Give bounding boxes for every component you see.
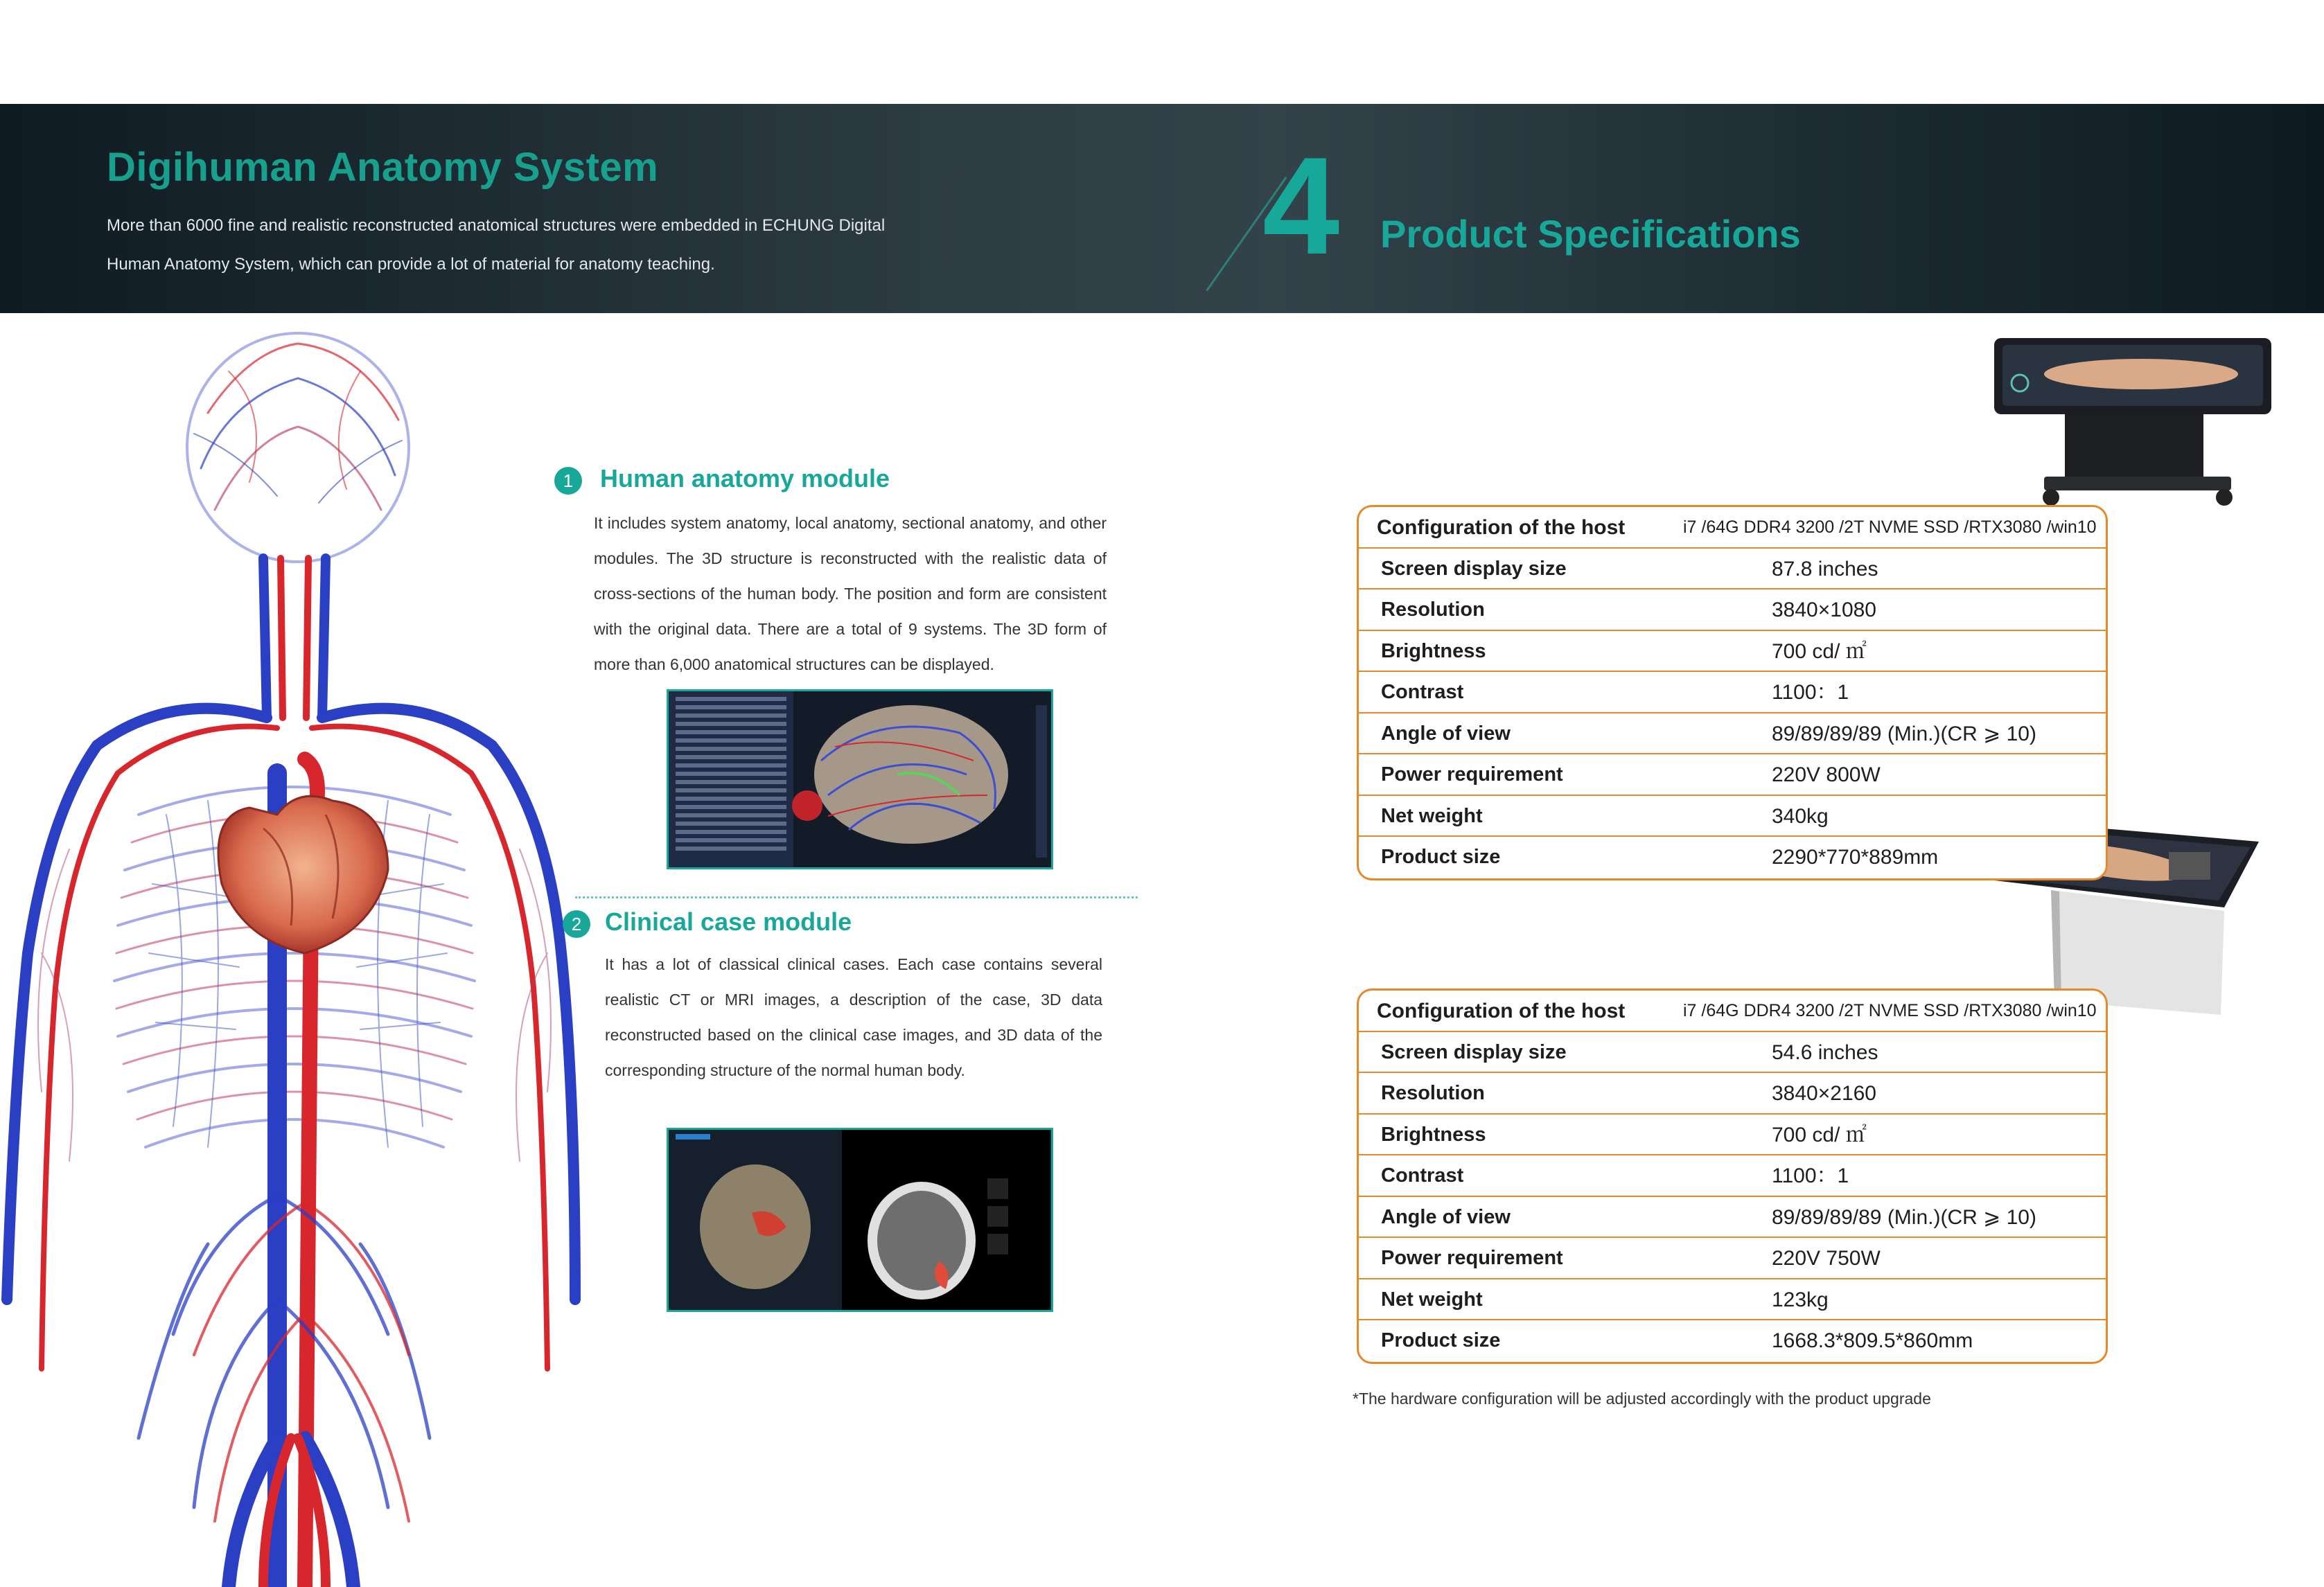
spec-key: Net weight bbox=[1381, 1288, 1483, 1311]
spec-row-host bbox=[1359, 507, 2106, 549]
spec-value: 3840×2160 bbox=[1772, 1082, 1876, 1105]
spec-value: 2290*770*889mm bbox=[1772, 846, 1939, 869]
spec-row-product-size bbox=[1359, 1320, 2106, 1362]
spec-value: 1668.3*809.5*860mm bbox=[1772, 1329, 1973, 1352]
spec-key: Configuration of the host bbox=[1377, 1000, 1626, 1022]
spec-key: Angle of view bbox=[1381, 722, 1511, 745]
spec-value: 700 cd/ ㎡ bbox=[1772, 639, 1867, 663]
module-2-title: Clinical case module bbox=[605, 907, 852, 936]
spec-table-1 bbox=[1357, 505, 2108, 880]
vascular-system-illustration bbox=[0, 330, 589, 1587]
spec-value: 89/89/89/89 (Min.)(CR ⩾ 10) bbox=[1772, 722, 2036, 745]
brain-model-preview bbox=[669, 691, 1051, 867]
spec-value: 340kg bbox=[1772, 804, 1829, 828]
spec-row-power bbox=[1359, 754, 2106, 796]
spec-value: 54.6 inches bbox=[1772, 1040, 1878, 1064]
module-1-text: It includes system anatomy, local anatomy, sectional anatomy, and other modules. The 3D structure is reconstructed with the realistic data of cross-sections of the human body. The position and form are consistent with the original data. There are a total of 9 systems. The 3D form of more than 6,000 anatomical structures can be displayed. bbox=[594, 514, 1107, 673]
spec-key: Net weight bbox=[1381, 804, 1483, 827]
ct-scan-preview bbox=[669, 1130, 1051, 1310]
spec-key: Power requirement bbox=[1381, 1247, 1563, 1269]
page-title: Digihuman Anatomy System bbox=[107, 145, 659, 190]
spec-row-screen-size bbox=[1359, 1032, 2106, 1074]
spec-key: Resolution bbox=[1381, 1082, 1485, 1104]
spec-key: Contrast bbox=[1381, 1164, 1464, 1187]
module-2-text: It has a lot of classical clinical cases. Each case contains several realistic CT or MRI images, a description of the case, 3D data reconstructed based on the clinical case images, and 3D data of the corresponding structure of the normal human body. bbox=[605, 955, 1102, 1079]
spec-key: Product size bbox=[1381, 1329, 1501, 1351]
spec-value: 89/89/89/89 (Min.)(CR ⩾ 10) bbox=[1772, 1205, 2036, 1229]
table-device-image bbox=[1989, 331, 2280, 518]
spec-value: 123kg bbox=[1772, 1288, 1829, 1311]
spec-row-screen-size bbox=[1359, 549, 2106, 590]
spec-row-contrast bbox=[1359, 1155, 2106, 1197]
spec-key: Screen display size bbox=[1381, 1040, 1567, 1063]
spec-row-resolution bbox=[1359, 1073, 2106, 1115]
spec-row-host bbox=[1359, 991, 2106, 1032]
spec-row-brightness bbox=[1359, 631, 2106, 673]
spec-row-net-weight bbox=[1359, 796, 2106, 837]
spec-row-net-weight bbox=[1359, 1279, 2106, 1321]
spec-row-angle-of-view bbox=[1359, 713, 2106, 755]
spec-key: Screen display size bbox=[1381, 557, 1567, 580]
spec-value: i7 /64G DDR4 3200 /2T NVME SSD /RTX3080 /win10 bbox=[1683, 517, 2097, 537]
spec-row-power bbox=[1359, 1238, 2106, 1279]
spec-key: Brightness bbox=[1381, 639, 1486, 662]
spec-row-brightness bbox=[1359, 1115, 2106, 1156]
anatomy-software-screenshot bbox=[667, 689, 1053, 869]
spec-value: 700 cd/ ㎡ bbox=[1772, 1123, 1867, 1146]
header-description: More than 6000 fine and realistic reconstructed anatomical structures were embedded in ECHUNG Digital Human Anatomy System, which can provide a lot of material for anatomy teaching. bbox=[107, 216, 886, 274]
section-number: 4 bbox=[1262, 129, 1340, 283]
spec-row-angle-of-view bbox=[1359, 1197, 2106, 1239]
spec-value: 220V 750W bbox=[1772, 1247, 1881, 1270]
spec-key: Power requirement bbox=[1381, 763, 1563, 786]
footnote: *The hardware configuration will be adjusted accordingly with the product upgrade bbox=[1353, 1390, 1931, 1408]
spec-value: i7 /64G DDR4 3200 /2T NVME SSD /RTX3080 /win10 bbox=[1683, 1001, 2097, 1020]
spec-value: 220V 800W bbox=[1772, 763, 1881, 786]
spec-row-contrast bbox=[1359, 672, 2106, 713]
spec-value: 1100：1 bbox=[1772, 1164, 1849, 1187]
spec-key: Brightness bbox=[1381, 1123, 1486, 1146]
spec-row-product-size bbox=[1359, 837, 2106, 878]
spec-key: Contrast bbox=[1381, 681, 1464, 703]
section-title: Product Specifications bbox=[1380, 212, 1801, 256]
spec-key: Configuration of the host bbox=[1377, 516, 1626, 539]
spec-value: 87.8 inches bbox=[1772, 557, 1878, 580]
module-2-badge: 2 bbox=[563, 910, 590, 938]
spec-value: 1100：1 bbox=[1772, 681, 1849, 704]
spec-value: 3840×1080 bbox=[1772, 599, 1876, 621]
module-divider bbox=[575, 896, 1138, 898]
spec-key: Angle of view bbox=[1381, 1205, 1511, 1228]
module-1-title: Human anatomy module bbox=[600, 464, 890, 493]
module-1-badge: 1 bbox=[554, 467, 582, 495]
spec-key: Product size bbox=[1381, 846, 1501, 868]
clinical-case-screenshot bbox=[667, 1128, 1053, 1312]
spec-row-resolution bbox=[1359, 589, 2106, 631]
spec-key: Resolution bbox=[1381, 599, 1485, 621]
spec-table-2 bbox=[1357, 988, 2108, 1364]
